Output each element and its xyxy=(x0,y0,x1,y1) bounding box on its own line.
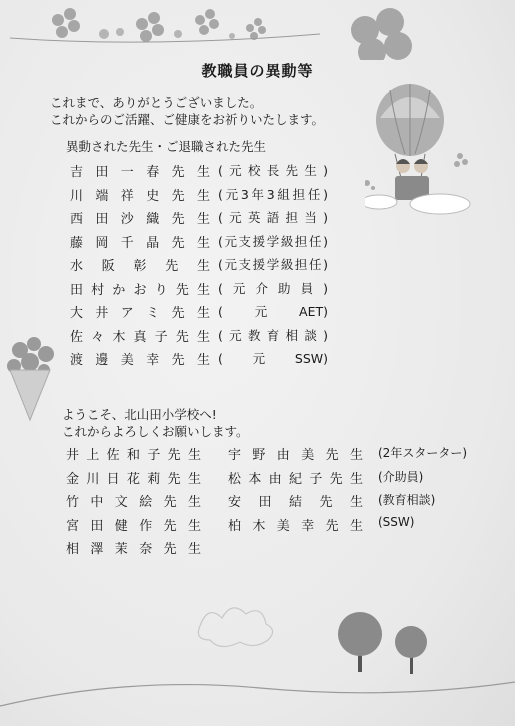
intro-line-1: これまで、ありがとうございました。 xyxy=(50,95,263,110)
teacher-role: (元校長先生) xyxy=(218,163,328,178)
teacher-role: (元介助員) xyxy=(218,281,328,296)
teacher-name: 西田沙織先生 xyxy=(70,212,210,227)
teacher-role: (元SSW) xyxy=(218,351,328,366)
teacher-name: 松本由紀子先生 xyxy=(228,472,363,487)
teacher-name: 大井アミ先生 xyxy=(70,306,210,321)
teacher-name: 相澤茉奈先生 xyxy=(66,542,201,557)
teacher-role: (元3年3組担任) xyxy=(218,187,328,202)
teacher-name: 宇野由美先生 xyxy=(228,448,363,463)
teacher-name: 安田結先生 xyxy=(228,495,363,510)
teacher-role: (元支援学級担任) xyxy=(218,234,328,249)
teacher-role: (SSW) xyxy=(378,515,415,529)
page-title: 教職員の異動等 xyxy=(201,62,314,80)
trees-decoration-bottom xyxy=(0,576,515,726)
teacher-name: 柏木美幸先生 xyxy=(228,519,363,534)
flower-decoration-top xyxy=(0,0,515,60)
teacher-name: 金川日花莉先生 xyxy=(66,472,201,487)
intro-line-2: これからのご活躍、ご健康をお祈りいたします。 xyxy=(50,112,325,127)
teacher-name: 吉田一春先生 xyxy=(70,165,210,180)
teacher-name: 水阪彰先生 xyxy=(70,259,210,274)
teacher-role: (介助員) xyxy=(378,470,424,484)
teacher-role: (元教育相談) xyxy=(218,328,328,343)
welcome-line-1: ようこそ、北山田小学校へ! xyxy=(62,407,217,422)
teacher-name: 佐々木真子先生 xyxy=(70,330,210,345)
teacher-role: (元英語担当) xyxy=(218,210,328,225)
teacher-name: 渡邊美幸先生 xyxy=(70,353,210,368)
teacher-name: 川端祥史先生 xyxy=(70,189,210,204)
teacher-name: 藤岡千晶先生 xyxy=(70,236,210,251)
departing-heading: 異動された先生・ご退職された先生 xyxy=(66,139,267,154)
teacher-role: (元AET) xyxy=(218,304,328,319)
teacher-role: (教育相談) xyxy=(378,493,436,507)
hot-air-balloon-illustration xyxy=(365,78,485,228)
teacher-name: 井上佐和子先生 xyxy=(66,448,201,463)
teacher-role: (元支援学級担任) xyxy=(218,257,328,272)
teacher-name: 竹中文絵先生 xyxy=(66,495,201,510)
teacher-role: (2年スターター) xyxy=(378,446,467,460)
teacher-name: 田村かおり先生 xyxy=(70,283,210,298)
teacher-name: 宮田健作先生 xyxy=(66,519,201,534)
welcome-line-2: これからよろしくお願いします。 xyxy=(62,424,249,439)
